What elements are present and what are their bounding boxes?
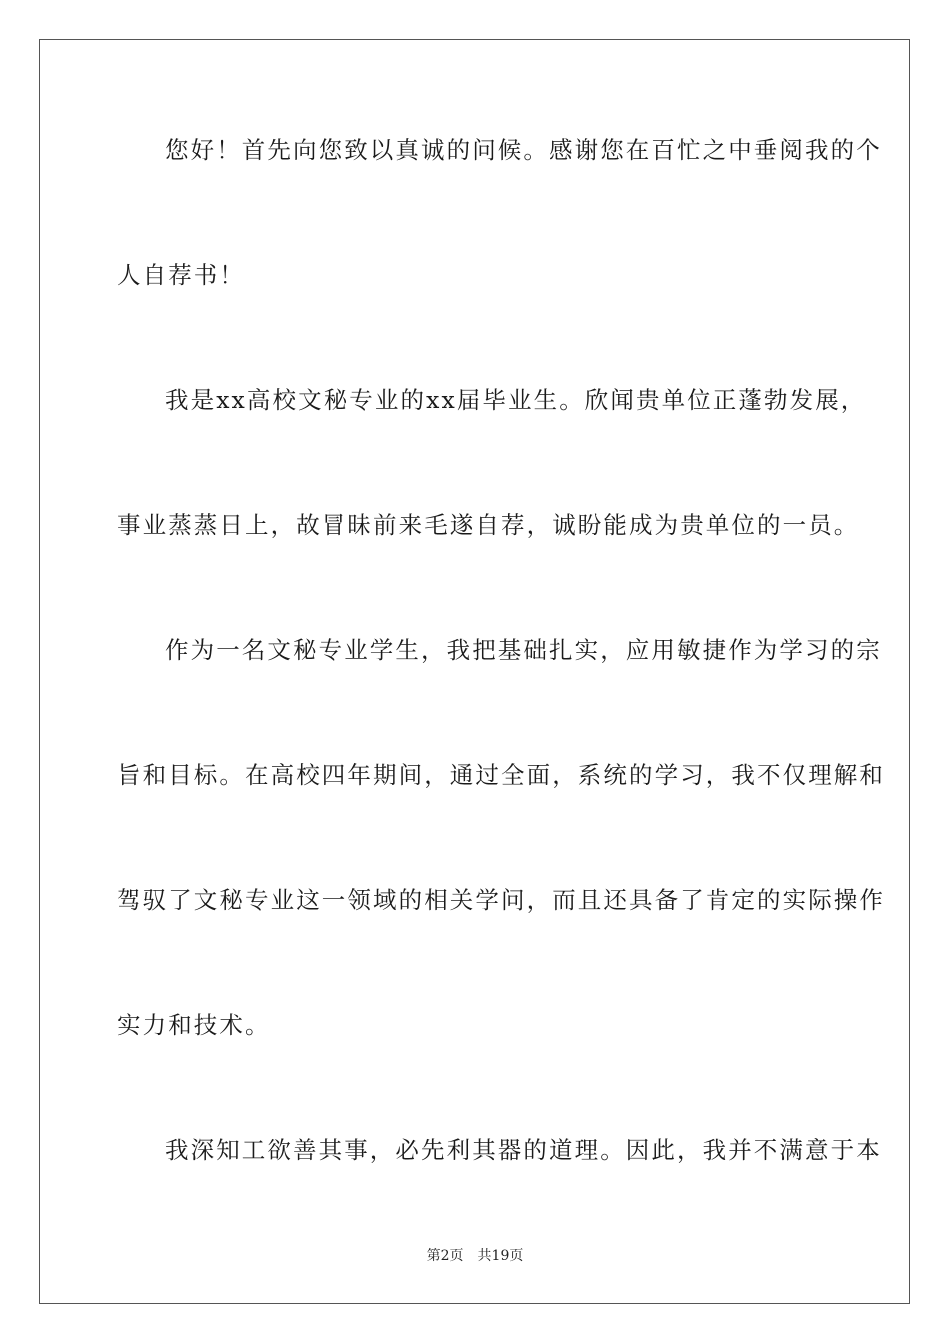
paragraph-line-9: 我深知工欲善其事，必先利其器的道理。因此，我并不满意于本 (165, 1136, 882, 1164)
paragraph-line-8: 实力和技术。 (117, 1011, 271, 1039)
paragraph-line-5: 作为一名文秘专业学生，我把基础扎实，应用敏捷作为学习的宗 (165, 636, 882, 664)
paragraph-line-2: 人自荐书！ (117, 261, 245, 289)
page-number: 第2页 (426, 1248, 464, 1264)
page-frame (39, 39, 910, 1304)
paragraph-line-1: 您好！首先向您致以真诚的问候。感谢您在百忙之中垂阅我的个 (165, 136, 882, 164)
paragraph-line-6: 旨和目标。在高校四年期间，通过全面，系统的学习，我不仅理解和 (117, 761, 885, 789)
paragraph-line-4: 事业蒸蒸日上，故冒昧前来毛遂自荐，诚盼能成为贵单位的一员。 (117, 511, 860, 539)
paragraph-line-3: 我是xx高校文秘专业的xx届毕业生。欣闻贵单位正蓬勃发展， (165, 386, 867, 414)
page-total: 共19页 (477, 1248, 524, 1264)
paragraph-line-7: 驾驭了文秘专业这一领域的相关学问，而且还具备了肯定的实际操作 (117, 886, 885, 914)
page-footer (0, 1247, 950, 1265)
